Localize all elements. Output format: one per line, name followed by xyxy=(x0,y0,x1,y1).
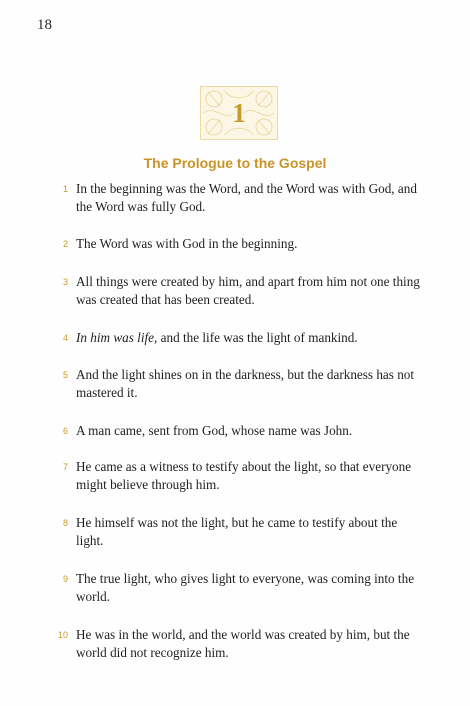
verse-text xyxy=(76,329,426,347)
verse-number: 4 xyxy=(62,333,68,343)
verse-number: 1 xyxy=(62,184,68,194)
verse-text: He came as a witness to testify about the light, so that everyone might believe through him. xyxy=(76,459,412,492)
verse-text: In the beginning was the Word, and the Word was with God, and the Word was fully God. xyxy=(76,181,417,214)
verse-number: 6 xyxy=(62,426,68,436)
verse-number: 8 xyxy=(62,518,68,528)
verse-text: The true light, who gives light to everyone, was coming into the world. xyxy=(76,571,415,604)
verse-number: 5 xyxy=(62,370,68,380)
section-heading: The Prologue to the Gospel xyxy=(143,155,327,171)
verse-text-rest: , and the life was the light of mankind. xyxy=(154,330,358,345)
verse-number: 7 xyxy=(62,462,68,472)
verse-text: The Word was with God in the beginning. xyxy=(76,236,298,251)
verse-text: And the light shines on in the darkness, but the darkness has not mastered it. xyxy=(76,367,415,400)
verse-text: He was in the world, and the world was created by him, but the world did not recognize him. xyxy=(76,627,410,660)
verse-number: 2 xyxy=(62,239,68,249)
chapter-number: 1 xyxy=(232,98,246,128)
verse-number: 3 xyxy=(62,277,68,287)
verse-text: All things were created by him, and apart from him not one thing was created that has been created. xyxy=(76,274,420,307)
verse-text-italic: In him was life xyxy=(76,330,155,345)
verse-text: He himself was not the light, but he came to testify about the light. xyxy=(76,515,398,548)
verse-number: 9 xyxy=(62,574,68,584)
verse-number: 10 xyxy=(58,630,69,640)
page-number: 18 xyxy=(37,17,52,33)
verse-text: A man came, sent from God, whose name was John. xyxy=(76,423,353,438)
